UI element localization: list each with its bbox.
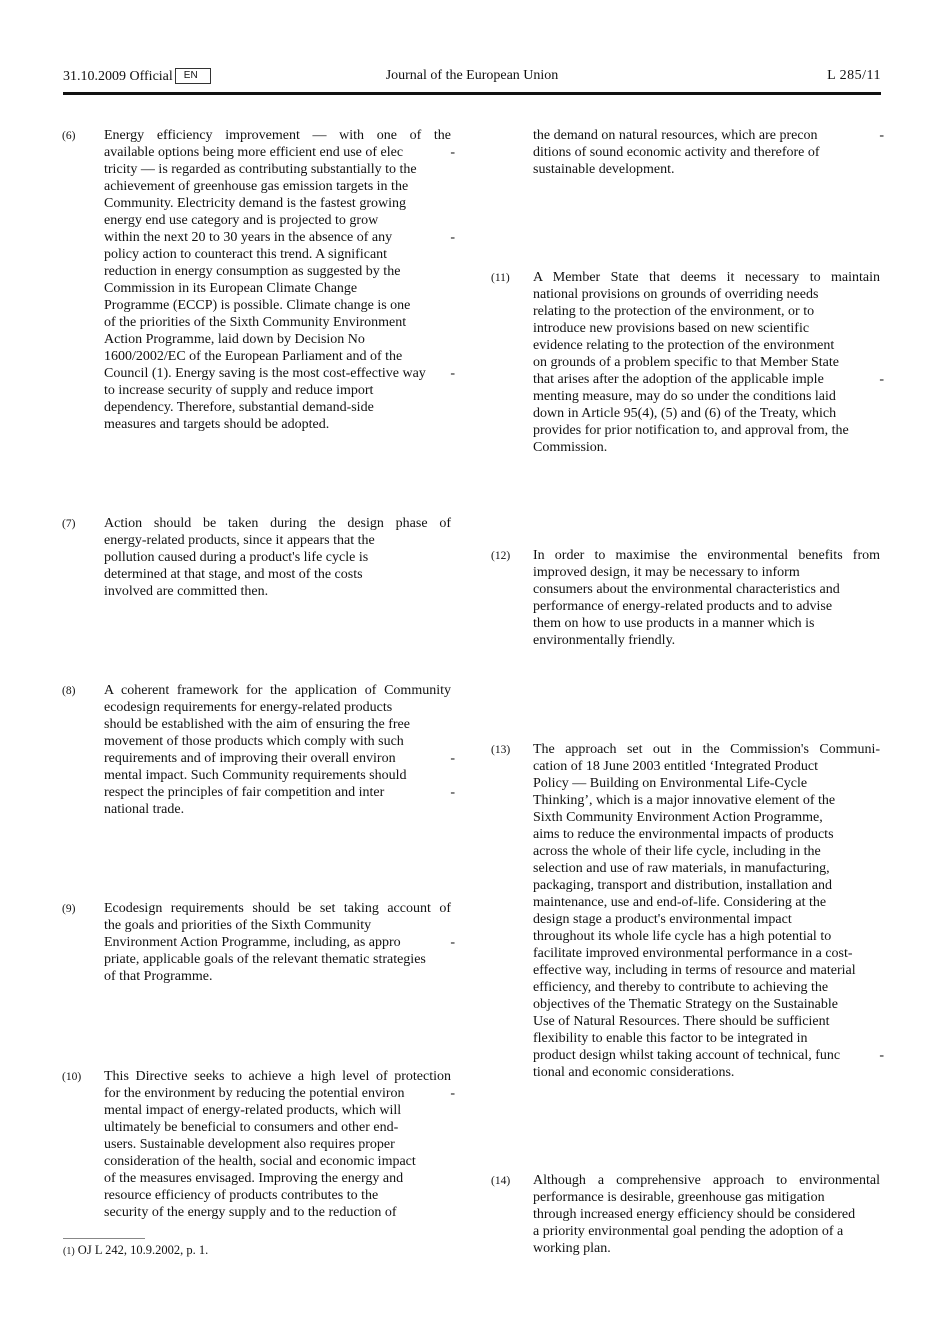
paragraph-line	[104, 682, 451, 699]
line-text: A coherent framework for the application of Community	[104, 683, 451, 698]
paragraph-line	[104, 934, 455, 951]
line-text: Programme (ECCP) is possible. Climate change is one	[104, 298, 411, 313]
line-text: This Directive seeks to achieve a high level of protection	[104, 1069, 451, 1084]
line-text: across the whole of their life cycle, including in the	[533, 844, 821, 859]
paragraph-number: (7)	[62, 518, 76, 530]
paragraph-line	[104, 699, 451, 716]
journal-title: Journal of the European Union	[385, 68, 559, 83]
paragraph-line	[104, 212, 451, 229]
paragraph-line	[104, 297, 451, 314]
line-text: should be established with the aim of ensuring the free	[104, 717, 410, 732]
line-text: maintenance, use and end-of-life. Considering at the	[533, 895, 827, 910]
paragraph-line	[104, 968, 451, 985]
paragraph-7	[62, 515, 451, 600]
paragraph-line	[533, 337, 880, 354]
line-text: objectives of the Thematic Strategy on the Sustainable	[533, 997, 838, 1012]
line-text: of that Programme.	[104, 969, 213, 984]
line-text: cation of 18 June 2003 entitled ‘Integrated Product	[533, 759, 818, 774]
paragraph-line	[533, 775, 880, 792]
line-text: sustainable development.	[533, 162, 675, 177]
hyphen-mark: -	[450, 935, 455, 950]
line-text: tricity — is regarded as contributing substantially to the	[104, 162, 417, 177]
line-text: In order to maximise the environmental benefits from	[533, 548, 880, 563]
paragraph-8	[62, 682, 455, 818]
paragraph-12	[491, 547, 880, 649]
line-text: provides for prior notification to, and approval from, the	[533, 423, 849, 438]
line-text: determined at that stage, and most of the costs	[104, 567, 363, 582]
paragraph-number: (14)	[491, 1175, 511, 1187]
paragraph-line	[533, 405, 880, 422]
line-text: product design whilst taking account of technical, func	[533, 1048, 841, 1063]
paragraph-line	[533, 979, 880, 996]
header-date: 31.10.2009	[63, 69, 126, 84]
paragraph-line	[533, 1030, 880, 1047]
line-text: security of the energy supply and to the reduction of	[104, 1205, 397, 1220]
paragraph-line	[104, 280, 451, 297]
paragraph-line	[533, 422, 880, 439]
paragraph-line	[104, 900, 451, 917]
paragraph-line	[104, 801, 451, 818]
line-text: of the priorities of the Sixth Community Environment	[104, 315, 407, 330]
line-text: national provisions on grounds of overriding needs	[533, 287, 819, 302]
paragraph-line	[533, 388, 880, 405]
paragraph-line	[533, 1240, 880, 1257]
line-text: to increase security of supply and reduce import	[104, 383, 374, 398]
page-header	[63, 68, 881, 90]
line-text: environmentally friendly.	[533, 633, 676, 648]
paragraph-line	[533, 547, 880, 564]
line-text: mental impact. Such Community requirements should	[104, 768, 407, 783]
paragraph-number: (6)	[62, 130, 76, 142]
paragraph-line	[104, 161, 451, 178]
line-text: consideration of the health, social and economic impact	[104, 1154, 416, 1169]
line-text: evidence relating to the protection of the environment	[533, 338, 835, 353]
language-badge: EN	[175, 68, 211, 84]
paragraph-line	[104, 566, 451, 583]
hyphen-mark: -	[450, 785, 455, 800]
line-text: Commission.	[533, 440, 608, 455]
line-text: available options being more efficient end use of elec	[104, 145, 404, 160]
line-text: Thinking’, which is a major innovative element of the	[533, 793, 836, 808]
line-text: ecodesign requirements for energy-related products	[104, 700, 393, 715]
paragraph-line	[104, 583, 451, 600]
paragraph-line	[533, 741, 880, 758]
paragraph-line	[104, 1085, 455, 1102]
line-text: menting measure, may do so under the conditions laid	[533, 389, 836, 404]
paragraph-line	[104, 229, 455, 246]
line-text: the goals and priorities of the Sixth Community	[104, 918, 372, 933]
paragraph-line	[533, 1064, 880, 1081]
line-text: Commission in its European Climate Change	[104, 281, 358, 296]
paragraph-line	[533, 928, 880, 945]
line-text: through increased energy efficiency should be considered	[533, 1207, 856, 1222]
paragraph-14	[491, 1172, 880, 1257]
line-text: involved are committed then.	[104, 584, 269, 599]
line-text: pollution caused during a product's life cycle is	[104, 550, 369, 565]
paragraph-line	[104, 549, 451, 566]
paragraph-line	[104, 784, 455, 801]
paragraph-line	[104, 195, 451, 212]
paragraph-line	[533, 1013, 880, 1030]
paragraph-line	[104, 382, 451, 399]
line-text: introduce new provisions based on new scientific	[533, 321, 810, 336]
line-text: them on how to use products in a manner which is	[533, 616, 815, 631]
hyphen-mark: -	[450, 145, 455, 160]
line-text: energy-related products, since it appears that the	[104, 533, 375, 548]
line-text: a priority environmental goal pending the adoption of a	[533, 1224, 844, 1239]
line-text: respect the principles of fair competition and inter	[104, 785, 385, 800]
paragraph-6	[62, 127, 455, 433]
page-reference: L 285/11	[827, 68, 881, 83]
paragraph-line	[533, 161, 880, 178]
paragraph-line	[533, 269, 880, 286]
paragraph-9	[62, 900, 455, 985]
line-text: selection and use of raw materials, in manufacturing,	[533, 861, 830, 876]
paragraph-line	[533, 1172, 880, 1189]
paragraph-line	[104, 127, 451, 144]
footnote-marker: (1)	[63, 1246, 75, 1257]
paragraph-line	[104, 314, 451, 331]
line-text: design stage a product's environmental impact	[533, 912, 792, 927]
paragraph-line	[533, 996, 880, 1013]
line-text: relating to the protection of the environment, or to	[533, 304, 815, 319]
paragraph-11	[491, 269, 884, 456]
paragraph-number: (12)	[491, 550, 511, 562]
line-text: tional and economic considerations.	[533, 1065, 735, 1080]
paragraph-line	[104, 1119, 451, 1136]
line-text: facilitate improved environmental performance in a cost-	[533, 946, 853, 961]
paragraph-line	[533, 843, 880, 860]
paragraph-line	[104, 1153, 451, 1170]
line-text: flexibility to enable this factor to be integrated in	[533, 1031, 808, 1046]
paragraph-line	[533, 303, 880, 320]
paragraph-line	[533, 615, 880, 632]
paragraph-line	[533, 1189, 880, 1206]
hyphen-mark: -	[879, 372, 884, 387]
paragraph-line	[533, 792, 880, 809]
line-text: ultimately be beneficial to consumers and other end-	[104, 1120, 399, 1135]
paragraph-line	[533, 581, 880, 598]
hyphen-mark: -	[450, 751, 455, 766]
paragraph-line	[104, 331, 451, 348]
paragraph-line	[533, 371, 884, 388]
line-text: 1600/2002/EC of the European Parliament and of the	[104, 349, 403, 364]
line-text: Although a comprehensive approach to environmental	[533, 1173, 880, 1188]
line-text: reduction in energy consumption as suggested by the	[104, 264, 401, 279]
paragraph-line	[533, 598, 880, 615]
paragraph-line	[104, 399, 451, 416]
paragraph-line	[104, 416, 451, 433]
line-text: the demand on natural resources, which are precon	[533, 128, 818, 143]
paragraph-line	[104, 1136, 451, 1153]
line-text: Use of Natural Resources. There should be sufficient	[533, 1014, 830, 1029]
line-text: Policy — Building on Environmental Life-Cycle	[533, 776, 808, 791]
paragraph-line	[104, 1204, 451, 1221]
line-text: consumers about the environmental characteristics and	[533, 582, 840, 597]
paragraph-line	[104, 246, 451, 263]
header-rule	[63, 92, 881, 95]
paragraph-line	[104, 1170, 451, 1187]
footnote-text: OJ L 242, 10.9.2002, p. 1.	[77, 1243, 209, 1257]
paragraph-line	[533, 758, 880, 775]
line-text: for the environment by reducing the potential environ	[104, 1086, 405, 1101]
paragraph-line	[533, 877, 880, 894]
line-text: mental impact of energy-related products, which will	[104, 1103, 402, 1118]
line-text: throughout its whole life cycle has a high potential to	[533, 929, 832, 944]
paragraph-line	[533, 439, 880, 456]
line-text: efficiency, and thereby to contribute to achieving the	[533, 980, 829, 995]
paragraph-line	[104, 716, 451, 733]
paragraph-line	[104, 178, 451, 195]
paragraph-line	[533, 632, 880, 649]
line-text: on grounds of a problem specific to that Member State	[533, 355, 839, 370]
paragraph-line	[533, 809, 880, 826]
paragraph-number: (9)	[62, 903, 76, 915]
hyphen-mark: -	[450, 230, 455, 245]
paragraph-line	[104, 263, 451, 280]
paragraph-line	[104, 515, 451, 532]
line-text: effective way, including in terms of resource and material	[533, 963, 856, 978]
line-text: achievement of greenhouse gas emission targets in the	[104, 179, 409, 194]
paragraph-10-continued	[533, 127, 884, 178]
paragraph-line	[104, 1068, 451, 1085]
line-text: Council (1). Energy saving is the most cost-effective way	[104, 366, 426, 381]
paragraph-line	[104, 750, 455, 767]
line-text: working plan.	[533, 1241, 611, 1256]
paragraph-13	[491, 741, 884, 1081]
paragraph-line	[104, 1102, 451, 1119]
paragraph-line	[533, 1047, 884, 1064]
line-text: improved design, it may be necessary to inform	[533, 565, 800, 580]
paragraph-line	[533, 945, 880, 962]
paragraph-line	[104, 532, 451, 549]
line-text: Action Programme, laid down by Decision No	[104, 332, 365, 347]
line-text: performance of energy-related products and to advise	[533, 599, 833, 614]
paragraph-line	[533, 962, 880, 979]
line-text: packaging, transport and distribution, installation and	[533, 878, 832, 893]
footnote-rule	[63, 1238, 145, 1239]
line-text: Energy efficiency improvement — with one of the	[104, 128, 451, 143]
line-text: dependency. Therefore, substantial demand-side	[104, 400, 374, 415]
line-text: national trade.	[104, 802, 185, 817]
line-text: Community. Electricity demand is the fastest growing	[104, 196, 406, 211]
paragraph-number: (8)	[62, 685, 76, 697]
footnote	[63, 1243, 208, 1258]
paragraph-line	[533, 911, 880, 928]
paragraph-10	[62, 1068, 455, 1221]
line-text: performance is desirable, greenhouse gas mitigation	[533, 1190, 825, 1205]
paragraph-line	[533, 286, 880, 303]
line-text: aims to reduce the environmental impacts of products	[533, 827, 834, 842]
line-text: The approach set out in the Commission's Communi-	[533, 742, 880, 757]
paragraph-line	[533, 320, 880, 337]
line-text: requirements and of improving their overall environ	[104, 751, 396, 766]
paragraph-line	[533, 894, 880, 911]
paragraph-line	[104, 144, 455, 161]
paragraph-number: (13)	[491, 744, 511, 756]
line-text: Action should be taken during the design phase of	[104, 516, 451, 531]
paragraph-number: (10)	[62, 1071, 82, 1083]
line-text: A Member State that deems it necessary to maintain	[533, 270, 880, 285]
line-text: resource efficiency of products contributes to the	[104, 1188, 379, 1203]
hyphen-mark: -	[450, 366, 455, 381]
paragraph-line	[104, 951, 451, 968]
paragraph-number: (11)	[491, 272, 510, 284]
paragraph-line	[104, 733, 451, 750]
paragraph-line	[104, 365, 455, 382]
line-text: energy end use category and is projected to grow	[104, 213, 379, 228]
hyphen-mark: -	[450, 1086, 455, 1101]
paragraph-line	[533, 826, 880, 843]
paragraph-line	[104, 348, 451, 365]
paragraph-line	[104, 917, 451, 934]
paragraph-line	[533, 144, 880, 161]
paragraph-line	[104, 1187, 451, 1204]
paragraph-line	[533, 564, 880, 581]
line-text: movement of those products which comply with such	[104, 734, 404, 749]
line-text: measures and targets should be adopted.	[104, 417, 330, 432]
line-text: users. Sustainable development also requires proper	[104, 1137, 395, 1152]
line-text: ditions of sound economic activity and therefore of	[533, 145, 820, 160]
line-text: within the next 20 to 30 years in the absence of any	[104, 230, 393, 245]
header-official: Official	[129, 69, 173, 84]
line-text: Environment Action Programme, including, as appro	[104, 935, 401, 950]
hyphen-mark: -	[879, 1048, 884, 1063]
paragraph-line	[533, 354, 880, 371]
paragraph-line	[533, 1206, 880, 1223]
line-text: Ecodesign requirements should be set taking account of	[104, 901, 451, 916]
line-text: policy action to counteract this trend. A significant	[104, 247, 388, 262]
line-text: priate, applicable goals of the relevant thematic strategies	[104, 952, 426, 967]
hyphen-mark: -	[879, 128, 884, 143]
line-text: of the measures envisaged. Improving the energy and	[104, 1171, 404, 1186]
paragraph-line	[533, 860, 880, 877]
line-text: that arises after the adoption of the applicable imple	[533, 372, 824, 387]
paragraph-line	[533, 1223, 880, 1240]
line-text: Sixth Community Environment Action Programme,	[533, 810, 823, 825]
paragraph-line	[533, 127, 884, 144]
line-text: down in Article 95(4), (5) and (6) of the Treaty, which	[533, 406, 837, 421]
paragraph-line	[104, 767, 451, 784]
